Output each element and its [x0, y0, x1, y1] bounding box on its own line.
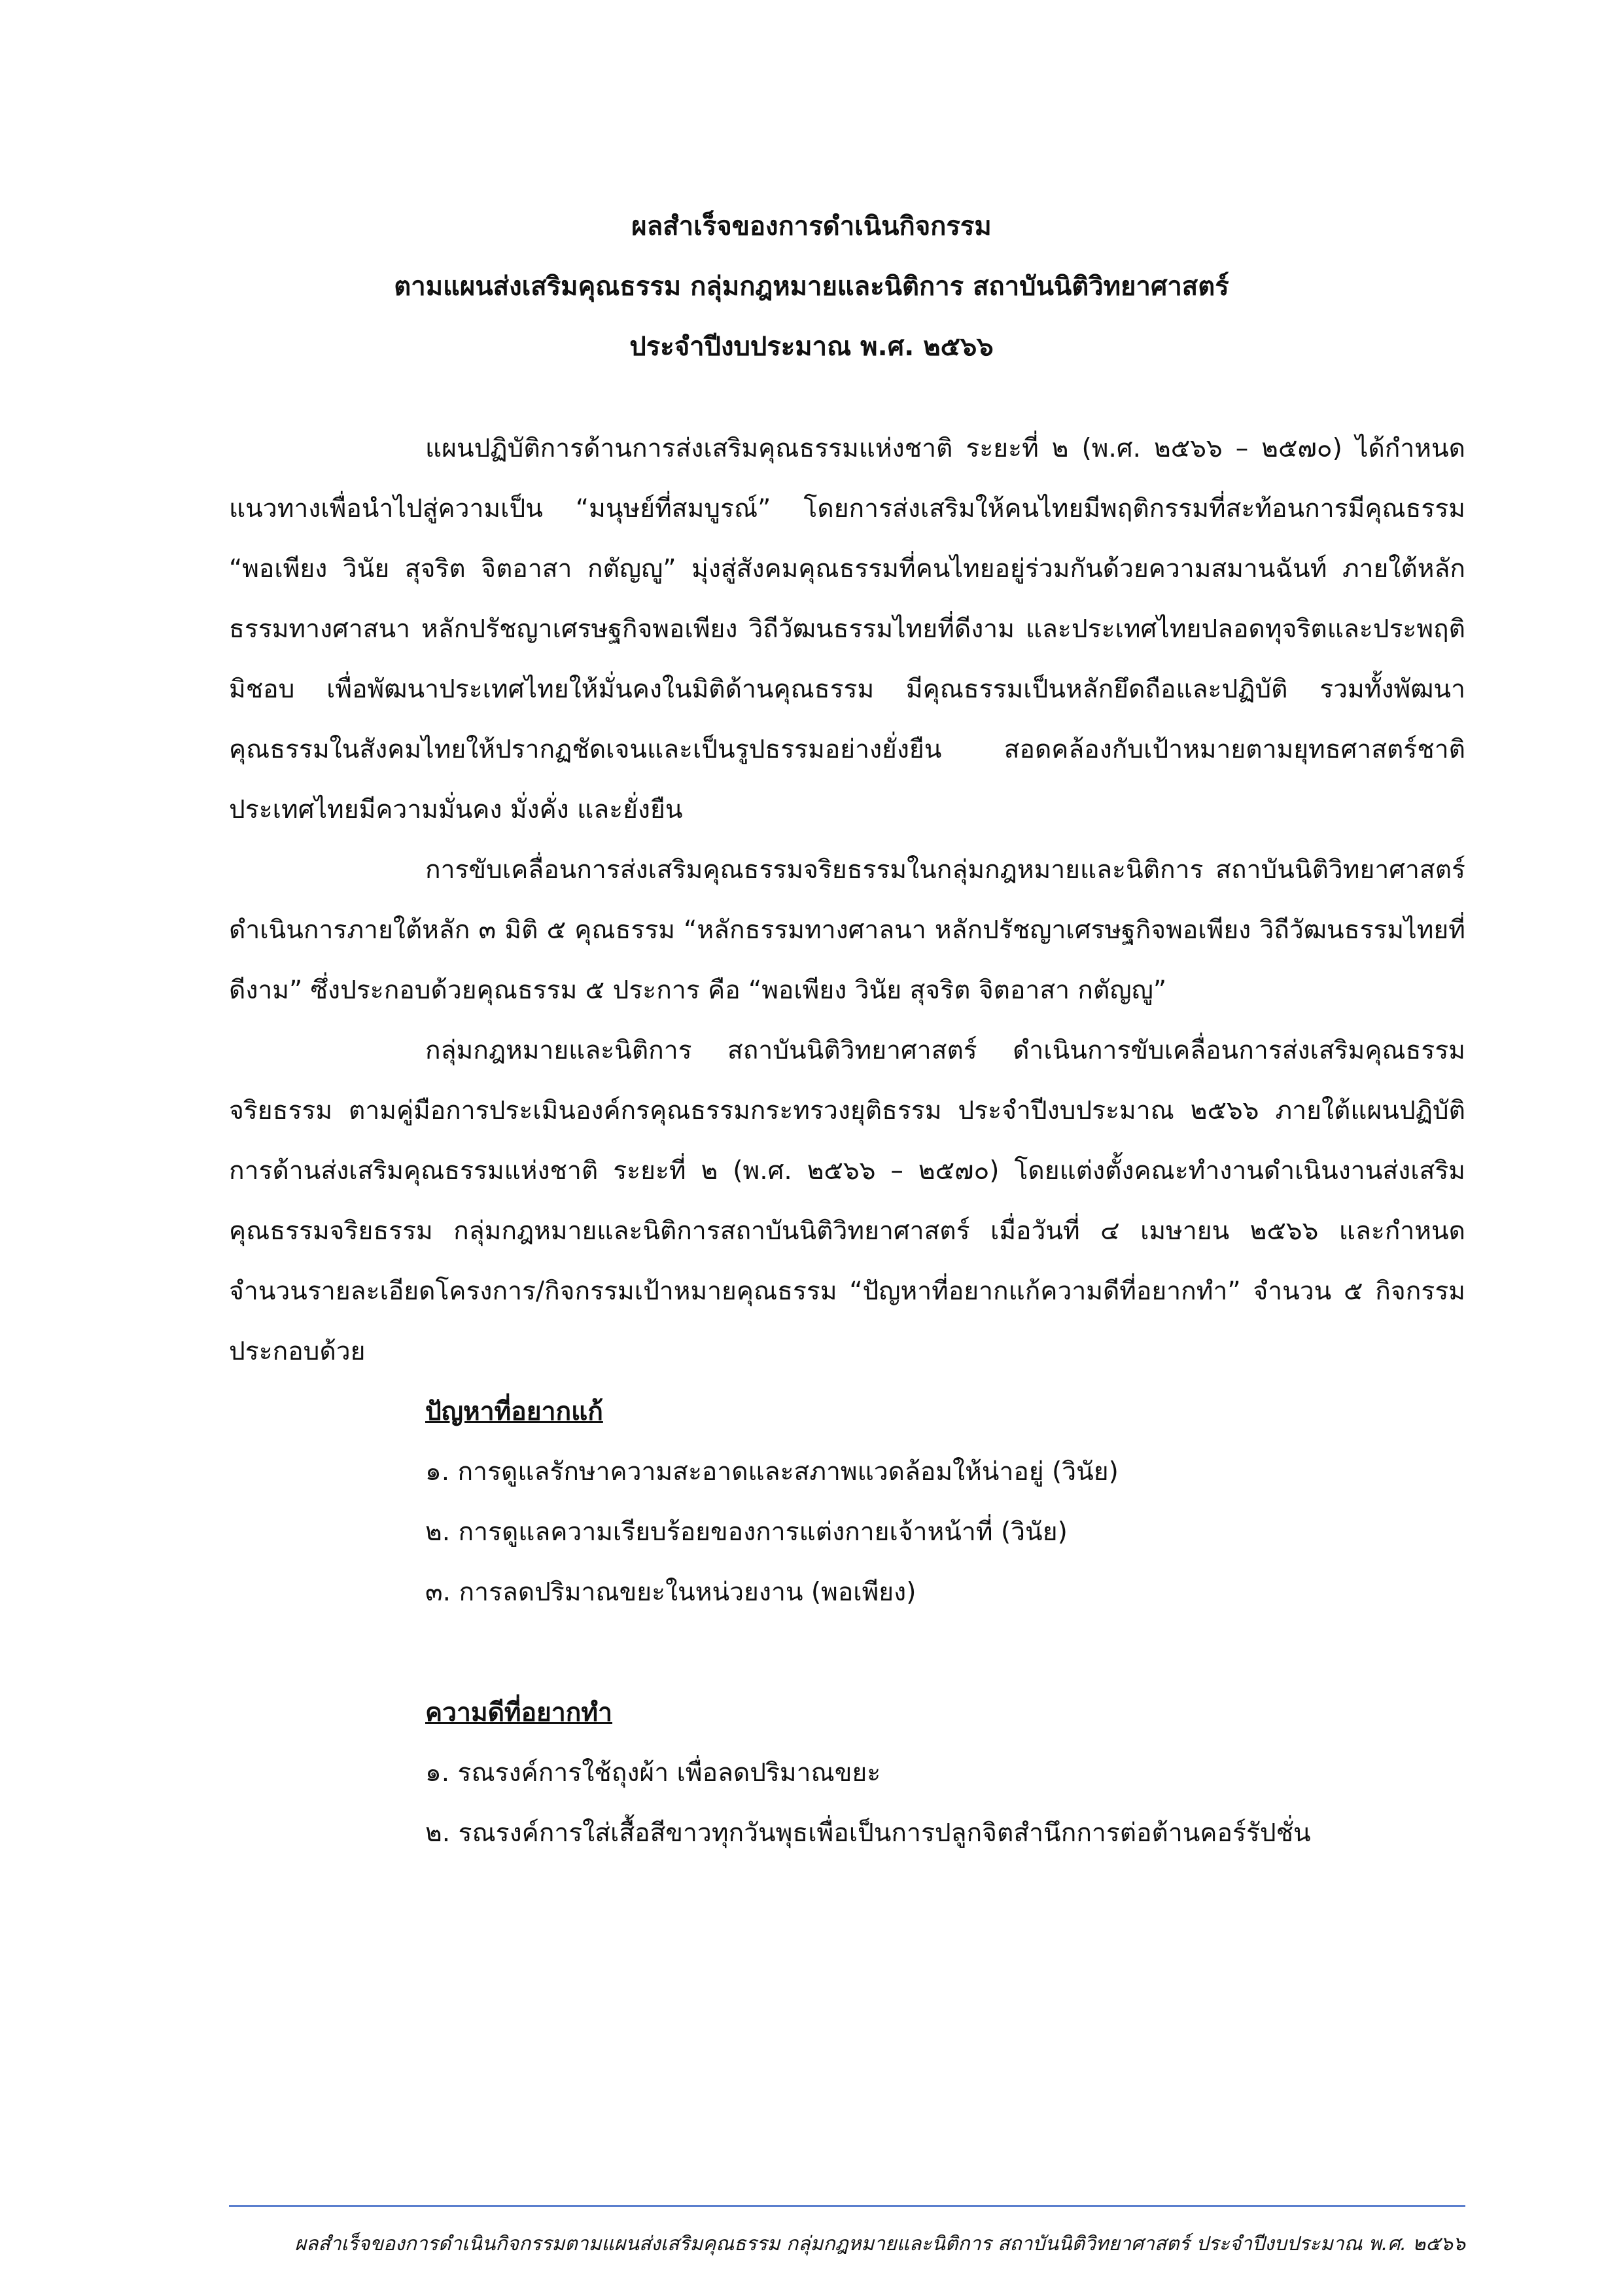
- page-footer: ผลสำเร็จของการดำเนินกิจกรรมตามแผนส่งเสริมคุณธรรม กลุ่มกฎหมายและนิติการ สถาบันนิติวิทยาศาสตร์ ประจำปีงบประมาณ พ.ศ. ๒๕๖๖: [294, 2233, 1465, 2255]
- title-line-2: ตามแผนส่งเสริมคุณธรรม กลุ่มกฎหมายและนิติการ สถาบันนิติวิทยาศาสตร์: [394, 272, 1229, 302]
- paragraph-3: กลุ่มกฎหมายและนิติการ สถาบันนิติวิทยาศาสตร์ ดำเนินการขับเคลื่อนการส่งเสริมคุณธรรมจริยธรรม ตามคู่มือการประเมินองค์กรคุณธรรมกระทรวงยุติธรรม ประจำปีงบประมาณ ๒๕๖๖ ภายใต้แผนปฏิบัติการด้านส่งเสริมคุณธรรมแห่งชาติ ระยะที่ ๒ (พ.ศ. ๒๕๖๖ – ๒๕๗๐) โดยแต่งตั้งคณะทำงานดำเนินงานส่งเสริมคุณธรรมจริยธรรม กลุ่มกฎหมายและนิติการสถาบันนิติวิทยาศาสตร์ เมื่อวันที่ ๔ เมษายน ๒๕๖๖ และกำหนดจำนวนรายละเอียดโครงการ/กิจกรรมเป้าหมายคุณธรรม “ปัญหาที่อยากแก้ความดีที่อยากทำ” จำนวน ๕ กิจกรรม ประกอบด้วย: [229, 1036, 1465, 1366]
- footer-divider: [229, 2205, 1465, 2207]
- good-deed-item-2: ๒. รณรงค์การใส่เสื้อสีขาวทุกวันพุธเพื่อเป็นการปลูกจิตสำนึกการต่อต้านคอร์รัปชั่น: [425, 1818, 1311, 1848]
- document-body: [229, 419, 1465, 1863]
- problem-item-3: ๓. การลดปริมาณขยะในหน่วยงาน (พอเพียง): [425, 1578, 916, 1607]
- document-title: [0, 196, 1623, 377]
- paragraph-2: การขับเคลื่อนการส่งเสริมคุณธรรมจริยธรรมในกลุ่มกฎหมายและนิติการ สถาบันนิติวิทยาศาสตร์ ดำเนินการภายใต้หลัก ๓ มิติ ๕ คุณธรรม “หลักธรรมทางศาลนา หลักปรัชญาเศรษฐกิจพอเพียง วิถีวัฒนธรรมไทยที่ดีงาม” ซึ่งประกอบด้วยคุณธรรม ๕ ประการ คือ “พอเพียง วินัย สุจริต จิตอาสา กตัญญู”: [229, 855, 1465, 1005]
- title-line-3: ประจำปีงบประมาณ พ.ศ. ๒๕๖๖: [629, 332, 994, 362]
- problem-item-2: ๒. การดูแลความเรียบร้อยของการแต่งกายเจ้าหน้าที่ (วินัย): [425, 1517, 1068, 1547]
- problems-heading: ปัญหาที่อยากแก้: [425, 1397, 603, 1426]
- good-deeds-heading: ความดีที่อยากทำ: [425, 1698, 613, 1727]
- problem-item-1: ๑. การดูแลรักษาความสะอาดและสภาพแวดล้อมให้น่าอยู่ (วินัย): [425, 1457, 1119, 1487]
- section-spacer: [229, 1623, 1465, 1683]
- paragraph-1: แผนปฏิบัติการด้านการส่งเสริมคุณธรรมแห่งชาติ ระยะที่ ๒ (พ.ศ. ๒๕๖๖ – ๒๕๗๐) ได้กำหนดแนวทางเพื่อนำไปสู่ความเป็น “มนุษย์ที่สมบูรณ์” โดยการส่งเสริมให้คนไทยมีพฤติกรรมที่สะท้อนการมีคุณธรรม “พอเพียง วินัย สุจริต จิตอาสา กตัญญู” มุ่งสู่สังคมคุณธรรมที่คนไทยอยู่ร่วมกันด้วยความสมานฉันท์ ภายใต้หลักธรรมทางศาสนา หลักปรัชญาเศรษฐกิจพอเพียง วิถีวัฒนธรรมไทยที่ดีงาม และประเทศไทยปลอดทุจริตและประพฤติมิชอบ เพื่อพัฒนาประเทศไทยให้มั่นคงในมิติด้านคุณธรรม มีคุณธรรมเป็นหลักยึดถือและปฏิบัติ รวมทั้งพัฒนาคุณธรรมในสังคมไทยให้ปรากฏชัดเจนและเป็นรูปธรรมอย่างยั่งยืน สอดคล้องกับเป้าหมายตามยุทธศาสตร์ชาติ ประเทศไทยมีความมั่นคง มั่งคั่ง และยั่งยืน: [229, 434, 1465, 824]
- title-line-1: ผลสำเร็จของการดำเนินกิจกรรม: [631, 211, 992, 241]
- good-deed-item-1: ๑. รณรงค์การใช้ถุงผ้า เพื่อลดปริมาณขยะ: [425, 1758, 881, 1788]
